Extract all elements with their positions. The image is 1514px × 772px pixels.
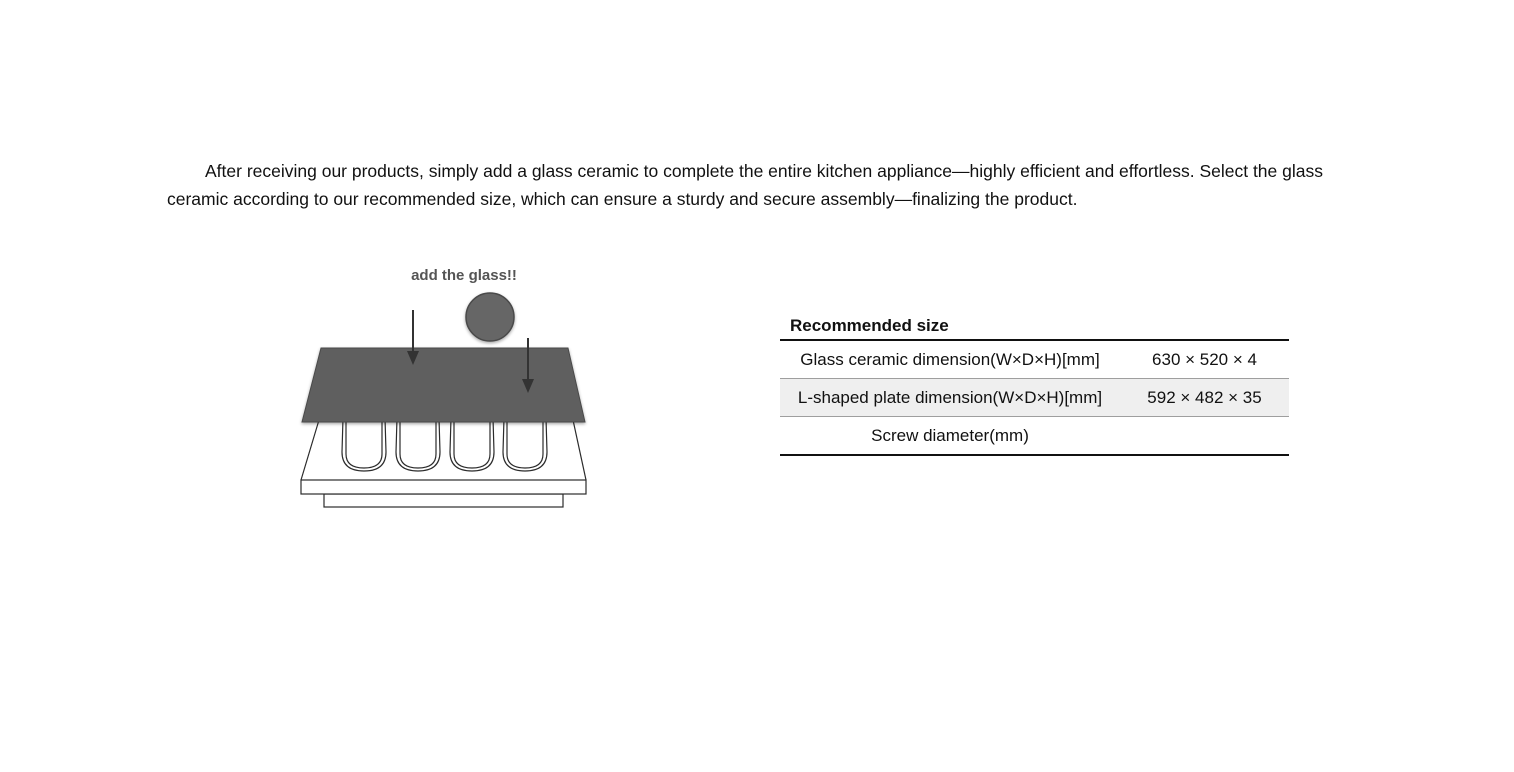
row-value: 592 × 482 × 35 <box>1120 379 1289 417</box>
table-title: Recommended size <box>790 316 949 335</box>
row-label: L-shaped plate dimension(W×D×H)[mm] <box>780 379 1120 417</box>
glass-assembly-illustration <box>290 258 600 518</box>
round-knob <box>466 293 514 341</box>
row-value <box>1120 417 1289 456</box>
table-row <box>780 417 1289 456</box>
figure-caption: add the glass!! <box>411 267 517 284</box>
frame-plate <box>301 480 586 494</box>
frame-right-edge <box>573 420 586 480</box>
burner-fins <box>342 418 547 471</box>
frame-left-edge <box>301 420 319 480</box>
glass-ceramic-panel <box>302 348 585 422</box>
illustration-svg <box>290 258 600 518</box>
recommended-size-table <box>780 316 1289 456</box>
row-label: Glass ceramic dimension(W×D×H)[mm] <box>780 340 1120 379</box>
table-row <box>780 379 1289 417</box>
row-value: 630 × 520 × 4 <box>1120 340 1289 379</box>
intro-paragraph: After receiving our products, simply add a glass ceramic to complete the entire kitchen appliance—highly efficient and effortless. Select the glass ceramic according to our recommended size, which can ensure a sturdy and secure assembly—finalizing the product. <box>167 161 1323 209</box>
table-row <box>780 340 1289 379</box>
base-plate <box>324 494 563 507</box>
row-label: Screw diameter(mm) <box>780 417 1120 456</box>
